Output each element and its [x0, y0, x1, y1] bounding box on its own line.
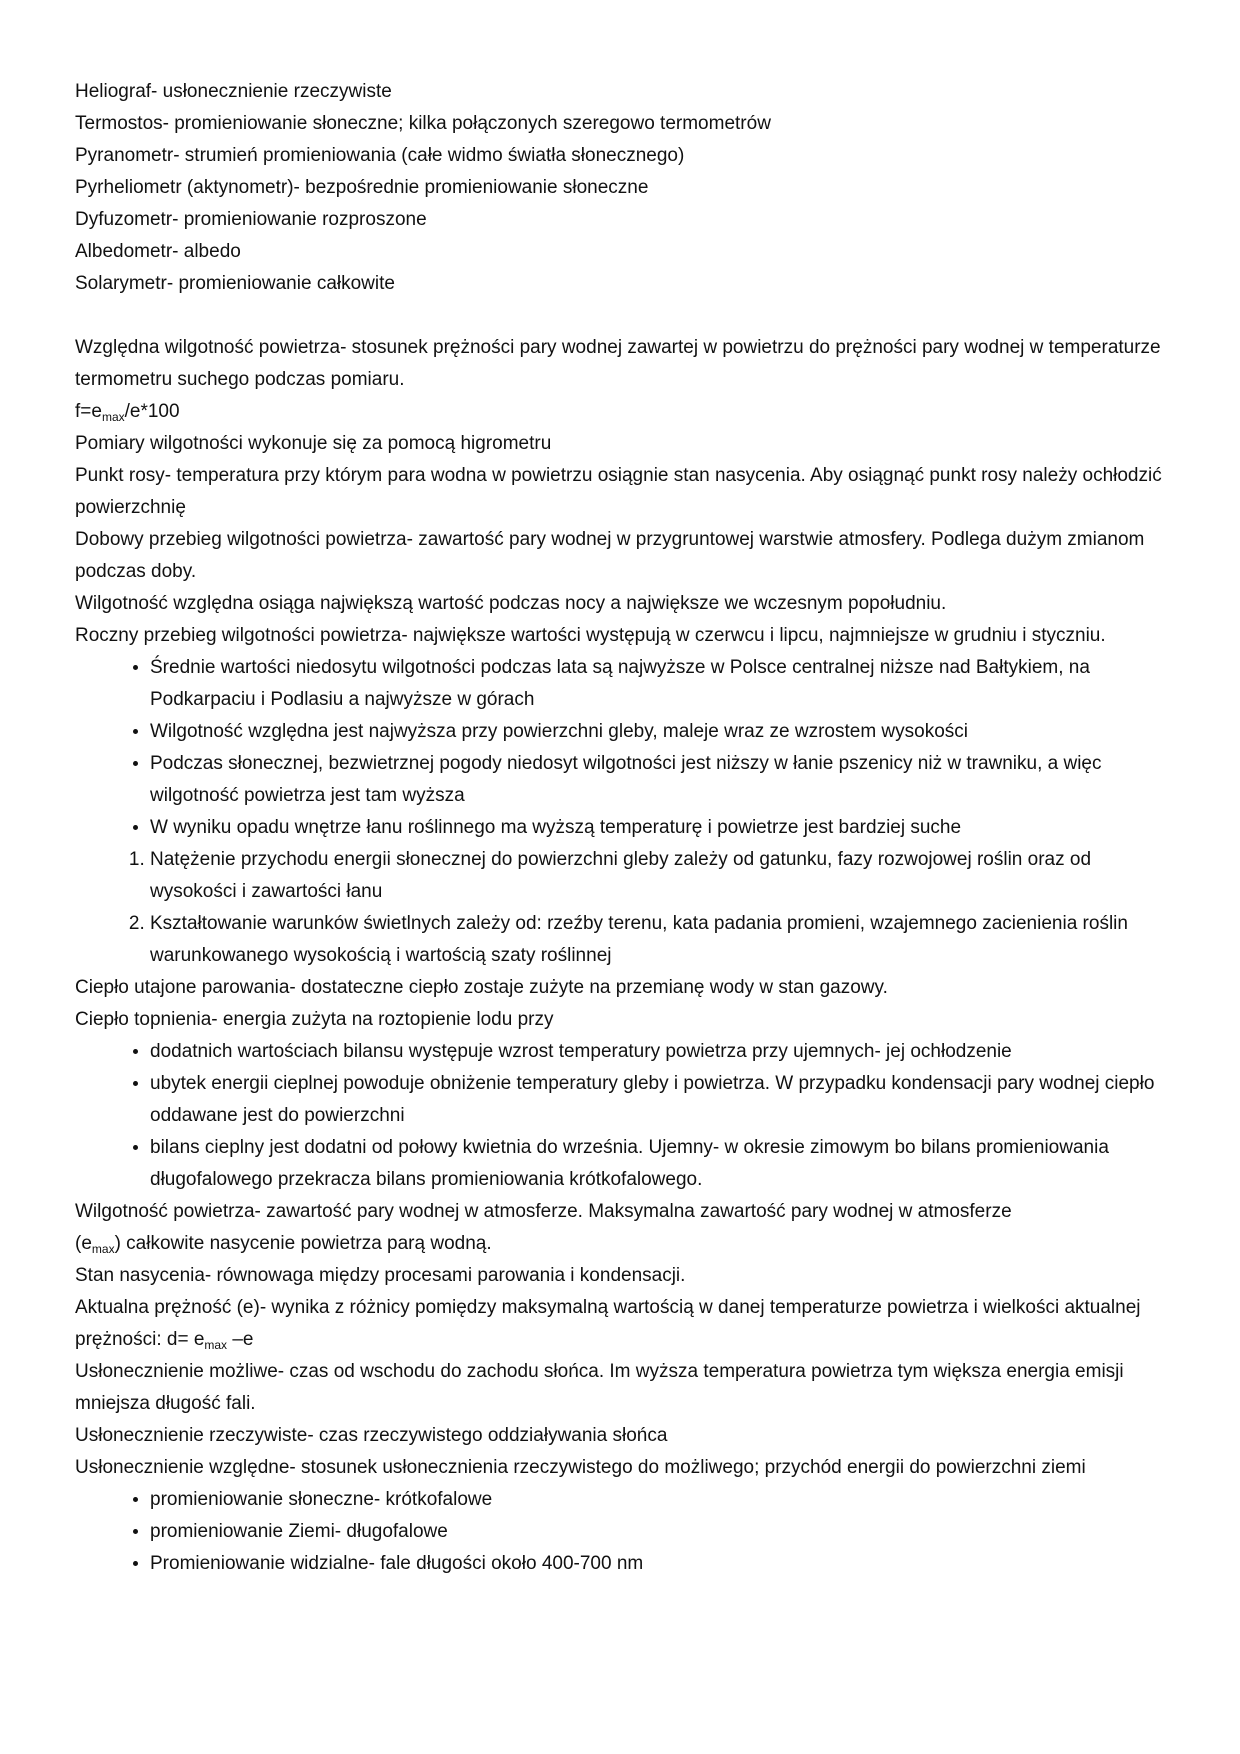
bullet-list-humidity — [75, 652, 1175, 844]
bullet-list-heat — [75, 1036, 1175, 1196]
actual-sunshine-definition: Usłonecznienie rzeczywiste- czas rzeczywistego oddziaływania słońca — [75, 1425, 668, 1446]
annual-course-definition: Roczny przebieg wilgotności powietrza- największe wartości występują w czerwcu i lipcu, najmniejsze w grudniu i styczniu. — [75, 625, 1106, 646]
list-item: • Wilgotność względna jest najwyższa przy powierzchni gleby, maleje wraz ze wzrostem wysokości — [150, 716, 1175, 748]
bullet-list-radiation — [75, 1484, 1175, 1580]
possible-sunshine-definition: Usłonecznienie możliwe- czas od wschodu do zachodu słońca. Im wyższa temperatura powietrza tym większa energia emisji mniejsza długość fali. — [75, 1361, 1124, 1414]
list-item: • ubytek energii cieplnej powoduje obniżenie temperatury gleby i powietrza. W przypadku kondensacji pary wodnej ciepło oddawane jest do powierzchni — [150, 1068, 1175, 1132]
humidity-formula: $f=e_{max}/e*100$ — [75, 401, 180, 424]
hygrometer-note: Pomiary wilgotności wykonuje się za pomocą higrometru — [75, 433, 552, 454]
numbered-list — [75, 844, 1175, 972]
list-item: 1. Natężenie przychodu energii słonecznej do powierzchni gleby zależy od gatunku, fazy rozwojowej roślin oraz od wysokości i zawartości łanu — [150, 844, 1175, 908]
instrument-line: Termostos- promieniowanie słoneczne; kilka połączonych szeregowo termometrów — [75, 113, 771, 134]
paragraph-gap — [75, 300, 1175, 332]
dew-point-definition: Punkt rosy- temperatura przy którym para wodna w powietrzu osiągnie stan nasycenia. Aby osiągnąć punkt rosy należy ochłodzić powierzchnię — [75, 465, 1162, 518]
list-item: • Średnie wartości niedosytu wilgotności podczas lata są najwyższe w Polsce centralnej niższe nad Bałtykiem, na Podkarpaciu i Podlasiu a najwyższe w górach — [150, 652, 1175, 716]
air-moisture-definition: Wilgotność powietrza- zawartość pary wodnej w atmosferze. Maksymalna zawartość pary wodnej w atmosferze $(e_{max})$ całkowite nasycenie powietrza parą wodną. — [75, 1201, 1012, 1256]
list-item: • W wyniku opadu wnętrze łanu roślinnego ma wyższą temperaturę i powietrze jest bardziej suche — [150, 812, 1175, 844]
instrument-line: Solarymetr- promieniowanie całkowite — [75, 273, 395, 294]
list-item: • promieniowanie słoneczne- krótkofalowe — [150, 1484, 1175, 1516]
instrument-line: Pyranometr- strumień promieniowania (całe widmo światła słonecznego) — [75, 145, 685, 166]
list-item: • Podczas słonecznej, bezwietrznej pogody niedosyt wilgotności jest niższy w łanie pszenicy niż w trawniku, a więc wilgotność powietrza jest tam wyższa — [150, 748, 1175, 812]
instrument-line: Albedometr- albedo — [75, 241, 241, 262]
instrument-line: Heliograf- usłonecznienie rzeczywiste — [75, 81, 392, 102]
document-body — [75, 76, 1175, 1580]
list-item: 2. Kształtowanie warunków świetlnych zależy od: rzeźby terenu, kata padania promieni, wzajemnego zacienienia roślin warunkowanego wysokością i wartością szaty roślinnej — [150, 908, 1175, 972]
list-item: • promieniowanie Ziemi- długofalowe — [150, 1516, 1175, 1548]
latent-heat-definition: Ciepło utajone parowania- dostateczne ciepło zostaje zużyte na przemianę wody w stan gazowy. — [75, 977, 888, 998]
list-item: • bilans cieplny jest dodatni od połowy kwietnia do września. Ujemny- w okresie zimowym bo bilans promieniowania długofalowego przekracza bilans promieniowania krótkofalowego. — [150, 1132, 1175, 1196]
actual-pressure-definition: Aktualna prężność (e)- wynika z różnicy pomiędzy maksymalną wartością w danej temperaturze powietrza i wielkości aktualnej prężności: $d= e_{max}$ –e — [75, 1297, 1141, 1352]
saturation-definition: Stan nasycenia- równowaga między procesami parowania i kondensacji. — [75, 1265, 686, 1286]
melting-heat-definition: Ciepło topnienia- energia zużyta na roztopienie lodu przy — [75, 1009, 554, 1030]
relative-humidity-max: Wilgotność względna osiąga największą wartość podczas nocy a największe we wczesnym popołudniu. — [75, 593, 947, 614]
daily-course-definition: Dobowy przebieg wilgotności powietrza- zawartość pary wodnej w przygruntowej warstwie atmosfery. Podlega dużym zmianom podczas doby. — [75, 529, 1145, 582]
list-item: • dodatnich wartościach bilansu występuje wzrost temperatury powietrza przy ujemnych- jej ochłodzenie — [150, 1036, 1175, 1068]
list-item: • Promieniowanie widzialne- fale długości około 400-700 nm — [150, 1548, 1175, 1580]
relative-sunshine-definition: Usłonecznienie względne- stosunek usłonecznienia rzeczywistego do możliwego; przychód energii do powierzchni ziemi — [75, 1457, 1086, 1478]
relative-humidity-definition: Względna wilgotność powietrza- stosunek prężności pary wodnej zawartej w powietrzu do prężności pary wodnej w temperaturze termometru suchego podczas pomiaru. — [75, 337, 1161, 390]
instrument-line: Pyrheliometr (aktynometr)- bezpośrednie promieniowanie słoneczne — [75, 177, 649, 198]
instrument-line: Dyfuzometr- promieniowanie rozproszone — [75, 209, 427, 230]
